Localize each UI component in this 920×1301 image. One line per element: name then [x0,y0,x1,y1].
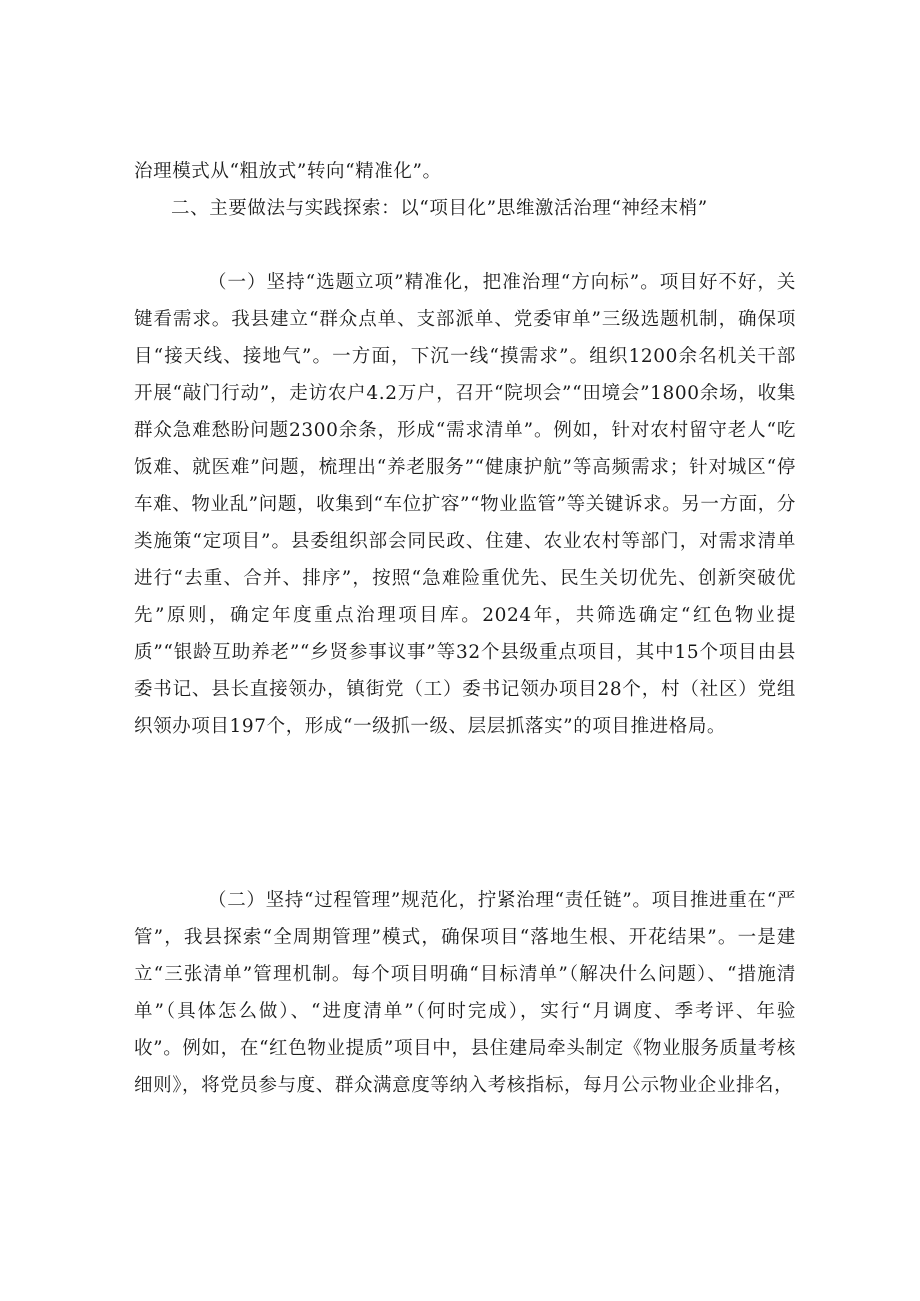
section-heading: 二、主要做法与实践探索：以“项目化”思维激活治理“神经末梢” [171,198,708,219]
continuation-paragraph: 治理模式从“粗放式”转向“精准化”。 [134,161,442,182]
body-paragraph-1: （一）坚持“选题立项”精准化，把准治理“方向标”。项目好不好，关键看需求。我县建立“群众点单、支部派单、党委审单”三级选题机制，确保项目“接天线、接地气”。一方面，下沉一线“摸需求”。组织1200余名机关干部开展“敲门行动”，走访农户4.2万户，召开“院坝会”“田境会”1800余场，收集群众急难愁盼问题2300余条，形成“需求清单”。例如，针对农村留守老人“吃饭难、就医难”问题，梳理出“养老服务”“健康护航”等高频需求；针对城区“停车难、物业乱”问题，收集到“车位扩容”“物业监管”等关键诉求。另一方面，分类施策“定项目”。县委组织部会同民政、住建、农业农村等部门，对需求清单进行“去重、合并、排序”，按照“急难险重优先、民生关切优先、创新突破优先”原则，确定年度重点治理项目库。2024年，共筛选确定“红色物业提质”“银龄互助养老”“乡贤参事议事”等32个县级重点项目，其中15个项目由县委书记、县长直接领办，镇街党（工）委书记领办项目28个，村（社区）党组织领办项目197个，形成“一级抓一级、层层抓落实”的项目推进格局。 [134,272,796,737]
body-paragraph-2: （二）坚持“过程管理”规范化，拧紧治理“责任链”。项目推进重在“严管”，我县探索“全周期管理”模式，确保项目“落地生根、开花结果”。一是建立“三张清单”管理机制。每个项目明确“目标清单”（解决什么问题）、“措施清单”（具体怎么做）、“进度清单”（何时完成），实行“月调度、季考评、年验收”。例如，在“红色物业提质”项目中，县住建局牵头制定《物业服务质量考核细则》，将党员参与度、群众满意度等纳入考核指标，每月公示物业企业排名， [134,890,796,1096]
